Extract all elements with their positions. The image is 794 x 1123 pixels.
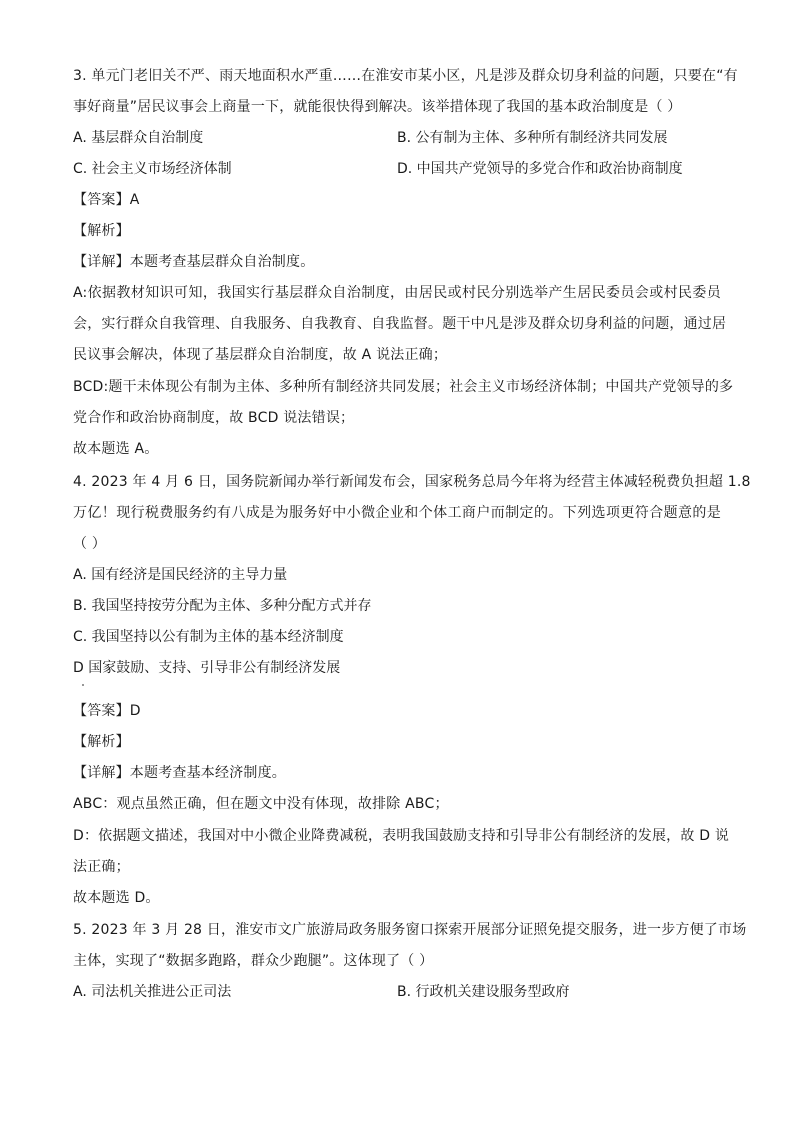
q3-detail-line: 【详解】本题考查基层群众自治制度。 bbox=[73, 254, 315, 270]
q4-detail-line: D：依据题文描述，我国对中小微企业降费减税，表明我国鼓励支持和引导非公有制经济的发展，故 D 说 bbox=[73, 828, 730, 844]
stray-dot-mark bbox=[82, 684, 84, 686]
q5-option-b: B. 行政机关建设服务型政府 bbox=[397, 984, 570, 1000]
q3-detail-line: 民议事会解决，体现了基层群众自治制度，故 A 说法正确； bbox=[73, 347, 448, 363]
q4-detail-line: ABC：观点虽然正确，但在题文中没有体现，故排除 ABC； bbox=[73, 796, 449, 812]
q3-answer: 【答案】A bbox=[73, 192, 140, 208]
q4-stem-line2: 万亿！现行税费服务约有八成是为服务好中小微企业和个体工商户而制定的。下列选项更符合题意的是 bbox=[73, 505, 721, 521]
q4-detail-line: 故本题选 D。 bbox=[73, 890, 160, 906]
q4-stem-line1: 4. 2023 年 4 月 6 日，国务院新闻办举行新闻发布会，国家税务总局今年将为经营主体减轻税费负担超 1.8 bbox=[73, 474, 751, 490]
q4-option-c: C. 我国坚持以公有制为主体的基本经济制度 bbox=[73, 629, 344, 645]
q3-detail-line: A:依据教材知识可知，我国实行基层群众自治制度，由居民或村民分别选举产生居民委员会或村民委员 bbox=[73, 285, 721, 301]
q4-analysis-label: 【解析】 bbox=[73, 734, 130, 750]
q3-detail-line: 会，实行群众自我管理、自我服务、自我教育、自我监督。题干中凡是涉及群众切身利益的问题，通过居 bbox=[73, 316, 727, 332]
q4-option-a: A. 国有经济是国民经济的主导力量 bbox=[73, 567, 288, 583]
q5-option-a: A. 司法机关推进公正司法 bbox=[73, 984, 232, 1000]
q3-detail-line: 故本题选 A。 bbox=[73, 441, 159, 457]
q5-stem-line1: 5. 2023 年 3 月 28 日，淮安市文广旅游局政务服务窗口探索开展部分证照免提交服务，进一步方便了市场 bbox=[73, 922, 747, 938]
q4-answer: 【答案】D bbox=[73, 703, 141, 719]
q3-stem-line1: 3. 单元门老旧关不严、雨天地面积水严重……在淮安市某小区，凡是涉及群众切身利益的问题，只要在“有 bbox=[73, 68, 738, 84]
q3-detail-line: BCD:题干未体现公有制为主体、多种所有制经济共同发展；社会主义市场经济体制；中国共产党领导的多 bbox=[73, 379, 734, 395]
q3-detail-line: 党合作和政治协商制度，故 BCD 说法错误； bbox=[73, 410, 355, 426]
q3-option-b: B. 公有制为主体、多种所有制经济共同发展 bbox=[397, 130, 668, 146]
q4-option-b: B. 我国坚持按劳分配为主体、多种分配方式并存 bbox=[73, 598, 372, 614]
q5-stem-line2: 主体，实现了“数据多跑路，群众少跑腿”。这体现了（ ） bbox=[73, 953, 434, 969]
q3-option-a: A. 基层群众自治制度 bbox=[73, 130, 204, 146]
q4-option-d: D 国家鼓励、支持、引导非公有制经济发展 bbox=[73, 660, 341, 676]
q3-stem-line2: 事好商量”居民议事会上商量一下，就能很快得到解决。该举措体现了我国的基本政治制度是（ ） bbox=[73, 99, 682, 115]
q4-detail-line: 【详解】本题考查基本经济制度。 bbox=[73, 765, 286, 781]
q3-analysis-label: 【解析】 bbox=[73, 223, 130, 239]
q3-option-d: D. 中国共产党领导的多党合作和政治协商制度 bbox=[397, 161, 683, 177]
q3-option-c: C. 社会主义市场经济体制 bbox=[73, 161, 232, 177]
q4-detail-line: 法正确； bbox=[73, 859, 130, 875]
q4-stem-line3: （ ） bbox=[73, 536, 107, 552]
